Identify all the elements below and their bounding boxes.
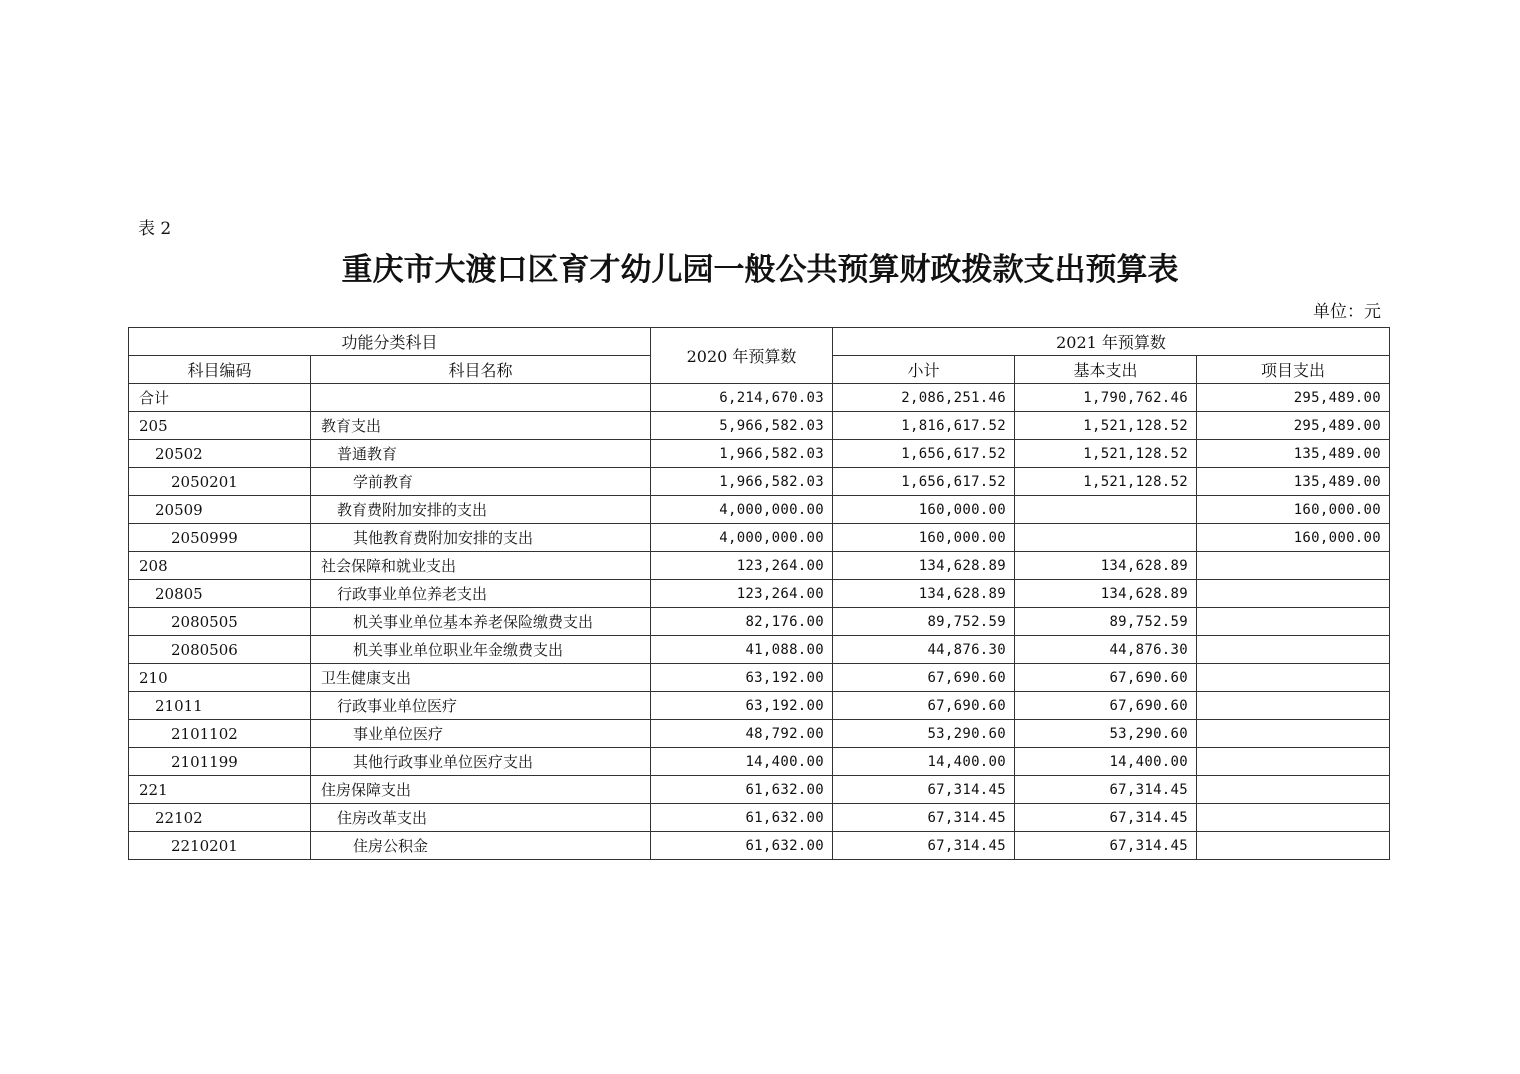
cell-subtotal: 67,314.45 <box>833 776 1015 804</box>
cell-name: 其他教育费附加安排的支出 <box>311 524 651 552</box>
cell-project <box>1197 608 1390 636</box>
cell-subtotal: 67,690.60 <box>833 664 1015 692</box>
header-row-top <box>129 328 1390 356</box>
cell-subtotal: 14,400.00 <box>833 748 1015 776</box>
cell-subtotal: 134,628.89 <box>833 552 1015 580</box>
cell-project: 295,489.00 <box>1197 384 1390 412</box>
cell-code: 20805 <box>129 580 311 608</box>
table-row <box>129 720 1390 748</box>
cell-budget-2020: 5,966,582.03 <box>651 412 833 440</box>
header-code: 科目编码 <box>129 356 311 384</box>
cell-budget-2020: 61,632.00 <box>651 832 833 860</box>
cell-basic: 67,314.45 <box>1015 804 1197 832</box>
cell-budget-2020: 82,176.00 <box>651 608 833 636</box>
cell-basic: 1,521,128.52 <box>1015 412 1197 440</box>
header-name: 科目名称 <box>311 356 651 384</box>
cell-name: 其他行政事业单位医疗支出 <box>311 748 651 776</box>
cell-name: 教育支出 <box>311 412 651 440</box>
cell-subtotal: 53,290.60 <box>833 720 1015 748</box>
cell-name: 机关事业单位基本养老保险缴费支出 <box>311 608 651 636</box>
cell-name: 普通教育 <box>311 440 651 468</box>
budget-table <box>128 327 1390 860</box>
cell-basic: 67,690.60 <box>1015 664 1197 692</box>
cell-code: 221 <box>129 776 311 804</box>
cell-basic: 53,290.60 <box>1015 720 1197 748</box>
cell-code: 2080506 <box>129 636 311 664</box>
cell-project: 160,000.00 <box>1197 524 1390 552</box>
cell-project: 135,489.00 <box>1197 468 1390 496</box>
cell-basic: 14,400.00 <box>1015 748 1197 776</box>
cell-subtotal: 44,876.30 <box>833 636 1015 664</box>
cell-project <box>1197 776 1390 804</box>
page-title: 重庆市大渡口区育才幼儿园一般公共预算财政拨款支出预算表 <box>341 252 1179 288</box>
cell-name <box>311 384 651 412</box>
header-budget-2020: 2020 年预算数 <box>651 328 833 384</box>
table-row <box>129 440 1390 468</box>
table-row <box>129 664 1390 692</box>
table-row <box>129 580 1390 608</box>
table-number-label: 表 2 <box>138 219 172 239</box>
header-project: 项目支出 <box>1197 356 1390 384</box>
table-row <box>129 468 1390 496</box>
cell-name: 住房改革支出 <box>311 804 651 832</box>
cell-code: 2101102 <box>129 720 311 748</box>
cell-project <box>1197 804 1390 832</box>
cell-project <box>1197 636 1390 664</box>
cell-subtotal: 1,656,617.52 <box>833 468 1015 496</box>
header-group-2021: 2021 年预算数 <box>833 328 1390 356</box>
cell-budget-2020: 61,632.00 <box>651 776 833 804</box>
cell-basic: 67,314.45 <box>1015 776 1197 804</box>
cell-budget-2020: 4,000,000.00 <box>651 496 833 524</box>
table-row <box>129 412 1390 440</box>
cell-code: 2210201 <box>129 832 311 860</box>
cell-code: 208 <box>129 552 311 580</box>
table-row <box>129 776 1390 804</box>
cell-subtotal: 160,000.00 <box>833 524 1015 552</box>
cell-basic: 1,521,128.52 <box>1015 440 1197 468</box>
cell-code: 210 <box>129 664 311 692</box>
cell-subtotal: 67,314.45 <box>833 832 1015 860</box>
cell-project: 135,489.00 <box>1197 440 1390 468</box>
cell-subtotal: 2,086,251.46 <box>833 384 1015 412</box>
cell-basic: 1,790,762.46 <box>1015 384 1197 412</box>
cell-code: 205 <box>129 412 311 440</box>
cell-basic: 44,876.30 <box>1015 636 1197 664</box>
cell-code: 2050999 <box>129 524 311 552</box>
cell-subtotal: 134,628.89 <box>833 580 1015 608</box>
unit-label: 单位：元 <box>1313 302 1381 322</box>
cell-budget-2020: 1,966,582.03 <box>651 440 833 468</box>
cell-name: 学前教育 <box>311 468 651 496</box>
cell-project <box>1197 692 1390 720</box>
cell-name: 社会保障和就业支出 <box>311 552 651 580</box>
table-row <box>129 524 1390 552</box>
cell-code: 2080505 <box>129 608 311 636</box>
table-row <box>129 692 1390 720</box>
cell-budget-2020: 123,264.00 <box>651 580 833 608</box>
cell-project <box>1197 748 1390 776</box>
cell-project <box>1197 580 1390 608</box>
cell-project: 295,489.00 <box>1197 412 1390 440</box>
cell-basic: 89,752.59 <box>1015 608 1197 636</box>
cell-budget-2020: 41,088.00 <box>651 636 833 664</box>
cell-project <box>1197 720 1390 748</box>
cell-name: 行政事业单位医疗 <box>311 692 651 720</box>
cell-basic: 67,690.60 <box>1015 692 1197 720</box>
cell-code: 20502 <box>129 440 311 468</box>
cell-subtotal: 89,752.59 <box>833 608 1015 636</box>
table-row <box>129 748 1390 776</box>
cell-basic <box>1015 496 1197 524</box>
cell-name: 机关事业单位职业年金缴费支出 <box>311 636 651 664</box>
cell-budget-2020: 1,966,582.03 <box>651 468 833 496</box>
table-row <box>129 636 1390 664</box>
cell-code: 2101199 <box>129 748 311 776</box>
cell-budget-2020: 14,400.00 <box>651 748 833 776</box>
table-row <box>129 384 1390 412</box>
table-row <box>129 832 1390 860</box>
cell-project: 160,000.00 <box>1197 496 1390 524</box>
cell-budget-2020: 123,264.00 <box>651 552 833 580</box>
table-row <box>129 804 1390 832</box>
cell-name: 卫生健康支出 <box>311 664 651 692</box>
cell-budget-2020: 6,214,670.03 <box>651 384 833 412</box>
table-row <box>129 496 1390 524</box>
cell-name: 事业单位医疗 <box>311 720 651 748</box>
table-body <box>129 384 1390 860</box>
cell-subtotal: 67,314.45 <box>833 804 1015 832</box>
table-row <box>129 552 1390 580</box>
header-func-group: 功能分类科目 <box>129 328 651 356</box>
cell-project <box>1197 552 1390 580</box>
cell-basic: 67,314.45 <box>1015 832 1197 860</box>
cell-basic: 134,628.89 <box>1015 552 1197 580</box>
header-basic: 基本支出 <box>1015 356 1197 384</box>
cell-code: 22102 <box>129 804 311 832</box>
cell-subtotal: 1,656,617.52 <box>833 440 1015 468</box>
header-subtotal: 小计 <box>833 356 1015 384</box>
table-row <box>129 608 1390 636</box>
cell-name: 教育费附加安排的支出 <box>311 496 651 524</box>
cell-subtotal: 67,690.60 <box>833 692 1015 720</box>
cell-basic <box>1015 524 1197 552</box>
cell-code: 合计 <box>129 384 311 412</box>
cell-project <box>1197 832 1390 860</box>
cell-budget-2020: 63,192.00 <box>651 692 833 720</box>
cell-project <box>1197 664 1390 692</box>
cell-subtotal: 160,000.00 <box>833 496 1015 524</box>
cell-name: 住房公积金 <box>311 832 651 860</box>
cell-basic: 134,628.89 <box>1015 580 1197 608</box>
cell-code: 21011 <box>129 692 311 720</box>
cell-budget-2020: 4,000,000.00 <box>651 524 833 552</box>
cell-budget-2020: 61,632.00 <box>651 804 833 832</box>
cell-code: 20509 <box>129 496 311 524</box>
cell-code: 2050201 <box>129 468 311 496</box>
cell-basic: 1,521,128.52 <box>1015 468 1197 496</box>
cell-budget-2020: 48,792.00 <box>651 720 833 748</box>
cell-name: 住房保障支出 <box>311 776 651 804</box>
cell-name: 行政事业单位养老支出 <box>311 580 651 608</box>
cell-subtotal: 1,816,617.52 <box>833 412 1015 440</box>
cell-budget-2020: 63,192.00 <box>651 664 833 692</box>
table-header <box>129 328 1390 384</box>
